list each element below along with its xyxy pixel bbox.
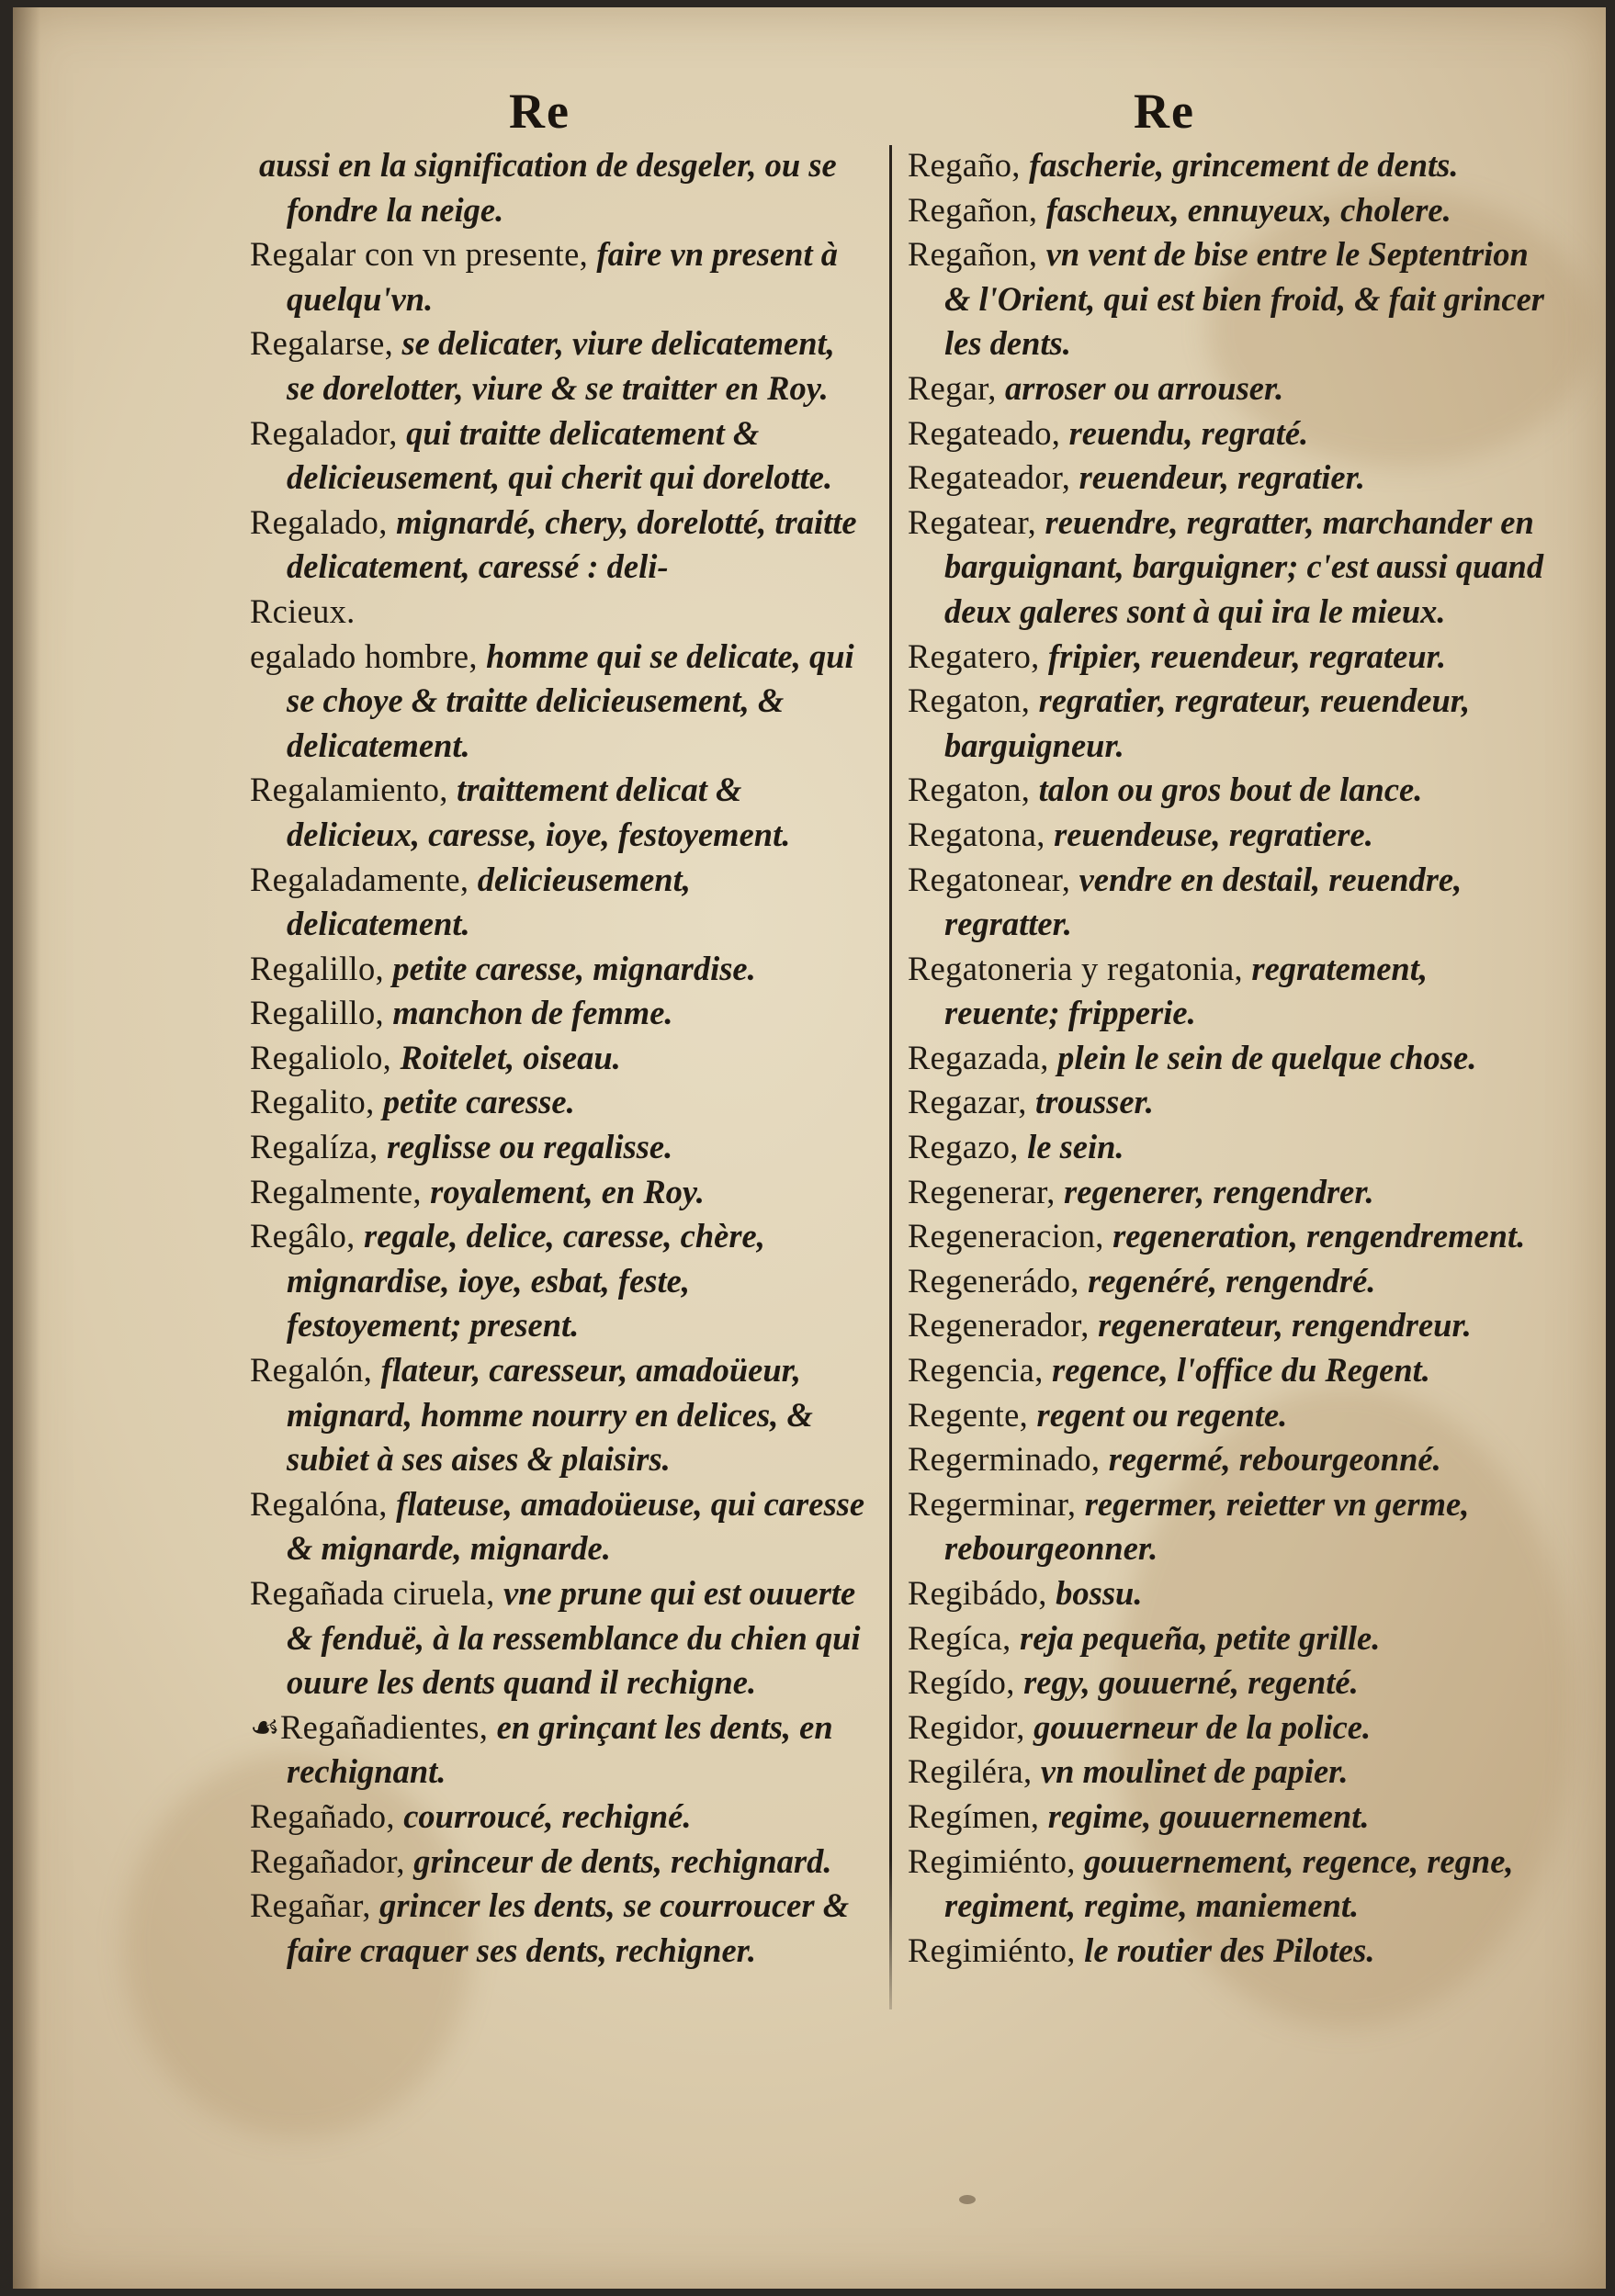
dictionary-entry [908,1571,1551,1616]
dictionary-entry [250,411,871,501]
dictionary-entry [250,947,871,992]
dictionary-entry [908,1393,1551,1438]
dictionary-entry [250,1036,871,1081]
entry-headword: Regiléra, [908,1752,1041,1791]
dictionary-entry [250,321,871,411]
book-page [13,7,1606,2289]
entry-definition: regy, gouuerné, regenté. [1023,1663,1359,1702]
dictionary-entry [250,1571,871,1705]
dictionary-entry [908,1660,1551,1705]
entry-headword: Regaño, [908,146,1030,184]
entry-definition: regeneration, rengendrement. [1112,1217,1526,1255]
dictionary-entry [908,1929,1551,1974]
entry-definition: vn vent de bise entre le Septentrion & l'Orient, qui est bien froid, & fait grincer les dents. [944,235,1544,363]
entry-definition: reuendre, regratter, marchander en barguignant, barguigner; c'est aussi quand deux galeres sont à qui ira le mieux. [944,502,1544,630]
entry-headword: Regimiénto, [908,1930,1085,1969]
entry-definition: gouuerneur de la police. [1033,1707,1372,1746]
entry-headword: Regalíza, [250,1128,387,1166]
entry-definition: vendre en destail, reuendre, regratter. [944,860,1463,943]
entry-definition: regratement, reuente; fripperie. [944,949,1428,1032]
ink-mark [959,2195,976,2204]
dictionary-entry [908,1795,1551,1840]
entry-definition: regent ou regente. [1036,1395,1288,1434]
entry-definition: arroser ou arrouser. [1005,368,1284,407]
entry-headword: Regañon, [908,235,1046,274]
entry-headword: Regatonear, [908,860,1079,898]
entry-definition: grinceur de dents, rechignard. [413,1841,832,1880]
entry-headword: Regidor, [908,1707,1034,1746]
right-column [908,143,1551,1973]
entry-headword: Regañar, [250,1886,380,1925]
entry-headword: Regente, [908,1395,1037,1434]
entry-headword: Regimiénto, [908,1841,1085,1880]
page-header-right: Re [1134,84,1195,139]
entry-definition: traittement delicat & delicieux, caresse, ioye, festoyement. [287,771,791,853]
dictionary-entry [908,1036,1551,1081]
entry-definition: flateuse, amadoüeuse, qui caresse & mignarde, mignarde. [287,1484,865,1568]
dictionary-entry [250,1170,871,1215]
dictionary-entry [908,1259,1551,1304]
entry-headword: ☙Regañadientes, [250,1707,497,1746]
entry-headword: Regazo, [908,1128,1028,1166]
dictionary-entry [908,1080,1551,1125]
dictionary-entry [908,188,1551,233]
entry-headword: Regar, [908,368,1006,407]
dictionary-entry [250,991,871,1036]
entry-headword: Regalón, [250,1351,381,1390]
entry-definition: delicieusement, delicatement. [287,860,691,943]
entry-definition: aussi en la signification de desgeler, ou se fondre la neige. [259,146,837,229]
entry-headword: Regibádo, [908,1574,1056,1612]
dictionary-entry [250,1482,871,1571]
entry-headword: Regaton, [908,681,1039,720]
dictionary-entry [250,143,871,232]
entry-definition: royalement, en Roy. [430,1172,705,1210]
entry-definition: petite caresse. [382,1083,575,1121]
dictionary-entry [908,1348,1551,1393]
entry-headword: Regatona, [908,815,1055,853]
entry-definition: qui traitte delicatement & delicieusement, qui cherit qui dorelotte. [287,413,833,497]
entry-definition: regenerateur, rengendreur. [1098,1306,1472,1345]
entry-headword: Regalillo, [250,949,393,987]
entry-headword: Regañada ciruela, [250,1574,503,1612]
dictionary-entry [908,1705,1551,1750]
entry-definition: manchon de femme. [392,994,673,1032]
entry-headword: Regañon, [908,190,1046,229]
entry-headword: Regañador, [250,1841,414,1880]
entry-headword: Regímen, [908,1796,1048,1835]
entry-definition: en grinçant les dents, en rechignant. [287,1707,833,1791]
left-column [250,143,871,1973]
entry-headword: Regatoneria y regatonia, [908,949,1252,987]
dictionary-entry [908,411,1551,456]
dictionary-entry [908,1616,1551,1661]
dictionary-entry [908,1750,1551,1795]
entry-definition: Roitelet, oiseau. [400,1038,621,1076]
entry-definition: vn moulinet de papier. [1040,1752,1349,1791]
dictionary-entry [908,768,1551,813]
dictionary-entry [250,1348,871,1482]
entry-headword: Regazar, [908,1083,1036,1121]
entry-definition: grincer les dents, se courroucer & faire craquer ses dents, rechigner. [287,1886,850,1969]
dictionary-entry [250,1795,871,1840]
dictionary-entry [908,232,1551,366]
entry-definition: regermer, reietter vn germe, rebourgeonner. [944,1484,1470,1568]
entry-definition: le routier des Pilotes. [1084,1930,1375,1969]
dictionary-entry [908,1214,1551,1259]
entry-definition: faire vn present à quelqu'vn. [287,235,838,318]
entry-headword: Regatero, [908,636,1048,675]
dictionary-entry [908,1303,1551,1348]
entry-definition: gouuernement, regence, regne, regiment, regime, maniement. [944,1841,1514,1925]
entry-headword: Regalito, [250,1083,383,1121]
entry-definition: petite caresse, mignardise. [392,949,756,987]
entry-headword: Regateado, [908,413,1069,452]
entry-definition: reuendeuse, regratiere. [1054,815,1373,853]
dictionary-entry [250,1125,871,1170]
entry-headword: Rcieux. [250,591,356,630]
dictionary-entry [250,1840,871,1885]
dictionary-entry [908,1840,1551,1929]
dictionary-entry [908,501,1551,635]
dictionary-entry [908,679,1551,768]
entry-definition: regence, l'office du Regent. [1052,1351,1430,1390]
entry-definition: homme qui se delicate, qui se choye & traitte delicieusement, & delicatement. [287,636,854,764]
entry-headword: egalado hombre, [250,636,487,675]
entry-headword: Regaladamente, [250,860,478,898]
entry-headword: Regaton, [908,771,1039,809]
entry-headword: Regencia, [908,1351,1053,1390]
entry-definition: reglisse ou regalisse. [386,1128,673,1166]
dictionary-entry [250,635,871,769]
entry-definition: mignardé, chery, dorelotté, traitte delicatement, caressé : deli- [287,502,857,586]
entry-definition: trousser. [1035,1083,1154,1121]
entry-headword: Regíca, [908,1618,1020,1657]
entry-definition: bossu. [1056,1574,1143,1612]
entry-definition: fascherie, grincement de dents. [1029,146,1459,184]
entry-headword: Regído, [908,1663,1024,1702]
dictionary-entry [250,590,871,635]
dictionary-entry [250,858,871,947]
entry-headword: Regalado, [250,502,397,541]
entry-headword: Regalmente, [250,1172,431,1210]
dictionary-entry [908,1125,1551,1170]
column-divider [889,145,892,2009]
entry-headword: Regeneracion, [908,1217,1113,1255]
entry-headword: Regalar con vn presente, [250,235,597,274]
dictionary-entry [250,1884,871,1973]
entry-definition: regratier, regrateur, reuendeur, barguigneur. [944,681,1471,764]
entry-definition: reuendu, regraté. [1068,413,1309,452]
dictionary-entry [908,858,1551,947]
entry-headword: Regalador, [250,413,407,452]
page-header-left: Re [509,84,570,139]
dictionary-entry [908,366,1551,411]
entry-headword: Regalarse, [250,324,402,363]
dictionary-entry [250,501,871,590]
dictionary-entry [250,232,871,321]
entry-headword: Regateador, [908,458,1079,497]
entry-headword: Regañado, [250,1796,404,1835]
entry-definition: talon ou gros bout de lance. [1038,771,1423,809]
entry-definition: regermé, rebourgeonné. [1108,1440,1441,1479]
dictionary-entry [908,1482,1551,1571]
dictionary-entry [908,456,1551,501]
dictionary-entry [250,1214,871,1348]
entry-headword: Regerminar, [908,1484,1085,1523]
dictionary-entry [908,143,1551,188]
entry-headword: Regaliolo, [250,1038,401,1076]
entry-definition: regenéré, rengendré. [1088,1261,1376,1300]
entry-headword: Regenerar, [908,1172,1065,1210]
entry-headword: Regalillo, [250,994,393,1032]
entry-headword: Regalóna, [250,1484,397,1523]
dictionary-entry [908,635,1551,680]
dictionary-entry [250,1080,871,1125]
entry-headword: Regenerádo, [908,1261,1089,1300]
entry-definition: regenerer, rengendrer. [1064,1172,1374,1210]
entry-definition: plein le sein de quelque chose. [1057,1038,1477,1076]
dictionary-entry [908,1170,1551,1215]
entry-definition: regale, delice, caresse, chère, mignardise, ioye, esbat, feste, festoyement; present. [287,1217,765,1345]
entry-definition: fascheux, ennuyeux, cholere. [1045,190,1451,229]
entry-headword: Regerminado, [908,1440,1109,1479]
dictionary-entry [250,1705,871,1795]
entry-headword: Regalamiento, [250,771,457,809]
entry-definition: flateur, caresseur, amadoüeur, mignard, homme nourry en delices, & subiet à ses aises & plaisirs. [287,1351,813,1479]
dictionary-entry [908,813,1551,858]
entry-definition: vne prune qui est ouuerte & fenduë, à la ressemblance du chien qui ouure les dents quand il rechigne. [287,1574,861,1702]
entry-headword: Regenerador, [908,1306,1099,1345]
dictionary-entry [250,768,871,857]
entry-definition: reja pequeña, petite grille. [1020,1618,1381,1657]
entry-headword: Regazada, [908,1038,1058,1076]
entry-definition: le sein. [1027,1128,1124,1166]
entry-definition: fripier, reuendeur, regrateur. [1048,636,1446,675]
dictionary-entry [908,947,1551,1036]
entry-headword: Regâlo, [250,1217,365,1255]
entry-definition: reuendeur, regratier. [1079,458,1365,497]
entry-definition: courroucé, rechigné. [403,1796,692,1835]
dictionary-entry [908,1437,1551,1482]
entry-definition: regime, gouuernement. [1047,1796,1370,1835]
entry-definition: se delicater, viure delicatement, se dorelotter, viure & se traitter en Roy. [287,324,835,407]
entry-headword: Regatear, [908,502,1045,541]
